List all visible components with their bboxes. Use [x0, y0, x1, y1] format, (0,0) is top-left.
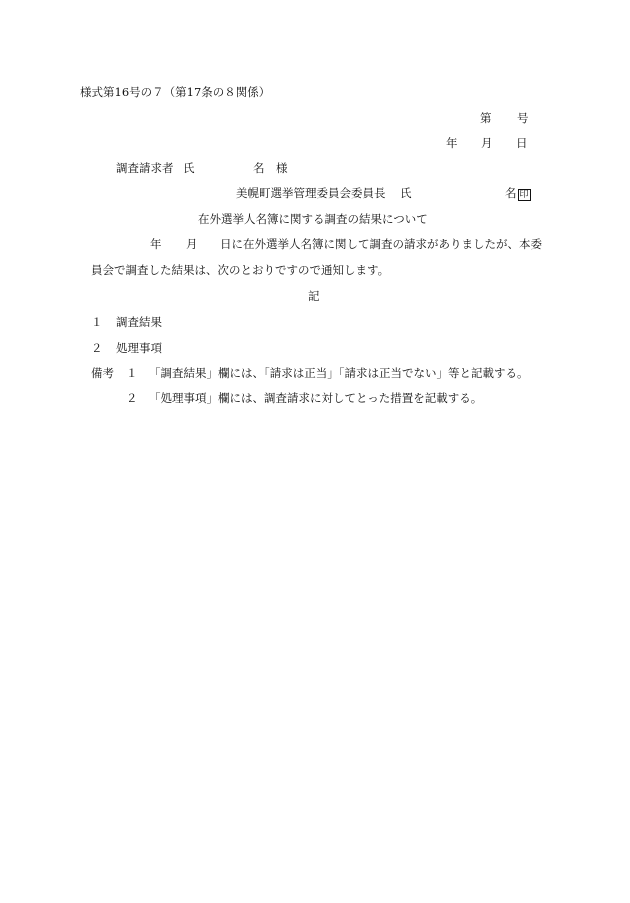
body-line-2: 員会で調査した結果は、次のとおりですので通知します。	[91, 263, 390, 277]
doc-number-dai: 第	[480, 111, 492, 125]
date-year: 年	[446, 136, 458, 150]
item-1-label: 調査結果	[116, 315, 162, 329]
form-number: 様式第16号の７（第17条の８関係）	[80, 85, 271, 99]
sender-title: 美幌町選挙管理委員会委員長	[236, 186, 386, 200]
addressee-sama: 様	[276, 161, 288, 175]
item-2-label: 処理事項	[116, 341, 162, 355]
date-month: 月	[481, 136, 493, 150]
body-line-1: 日に在外選挙人名簿に関して調査の請求がありましたが、本委	[220, 237, 542, 251]
body-year: 年	[150, 237, 162, 251]
sender-name-seal	[505, 186, 531, 201]
body-month: 月	[186, 237, 198, 251]
note-2-text: 「処理事項」欄には、調査請求に対してとった措置を記載する。	[149, 391, 483, 405]
note-1-text: 「調査結果」欄には、「請求は正当」「請求は正当でない」等と記載する。	[149, 366, 529, 380]
addressee-role: 調査請求者	[116, 161, 174, 175]
ki-heading: 記	[308, 289, 320, 303]
sender-shi: 氏	[400, 186, 412, 200]
date-day: 日	[516, 136, 528, 150]
addressee-shi: 氏	[183, 161, 195, 175]
notes-label: 備考	[91, 366, 114, 380]
note-1-number: １	[126, 366, 138, 380]
item-1-number: １	[91, 315, 103, 329]
seal-mark: 印	[519, 190, 529, 200]
sender-mei: 名	[505, 186, 517, 200]
doc-number-go: 号	[517, 111, 529, 125]
item-2-number: ２	[91, 341, 103, 355]
note-2-number: ２	[126, 391, 138, 405]
addressee-mei: 名	[253, 161, 265, 175]
subject: 在外選挙人名簿に関する調査の結果について	[198, 212, 428, 226]
